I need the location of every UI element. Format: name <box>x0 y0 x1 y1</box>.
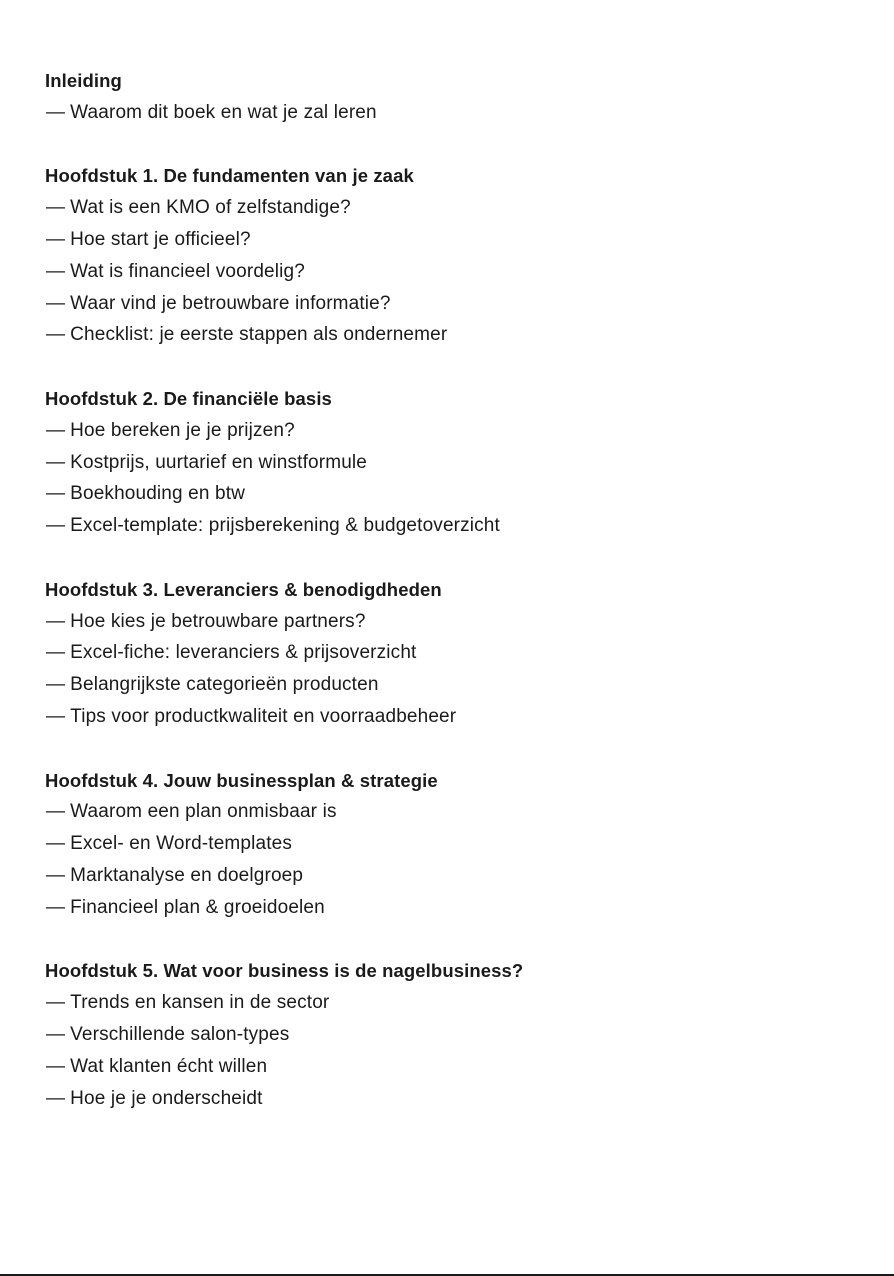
section-heading: Hoofdstuk 2. De financiële basis <box>45 387 332 409</box>
dash-bullet-icon: — <box>46 674 66 696</box>
list-item-text: Excel-template: prijsberekening & budgetoverzicht <box>70 515 500 537</box>
dash-bullet-icon: — <box>46 101 66 123</box>
dash-bullet-icon: — <box>46 896 66 918</box>
list-item-text: Waarom dit boek en wat je zal leren <box>70 101 377 123</box>
dash-bullet-icon: — <box>46 197 66 219</box>
list-item-text: Belangrijkste categorieën producten <box>70 674 379 696</box>
list-item <box>45 224 865 256</box>
dash-bullet-icon: — <box>46 801 66 823</box>
list-item <box>45 606 865 638</box>
dash-bullet-icon: — <box>46 515 66 537</box>
list-item-text: Boekhouding en btw <box>70 483 246 505</box>
list-item <box>45 1083 865 1115</box>
table-of-contents <box>45 65 865 1146</box>
list-item <box>45 860 865 892</box>
list-item <box>45 1051 865 1083</box>
list-item-text: Hoe start je officieel? <box>70 228 251 250</box>
list-item <box>45 447 865 479</box>
list-item <box>45 319 865 351</box>
list-item-text: Excel-fiche: leveranciers & prijsoverzicht <box>70 642 417 664</box>
dash-bullet-icon: — <box>46 1023 66 1045</box>
dash-bullet-icon: — <box>46 642 66 664</box>
list-item <box>45 415 865 447</box>
list-item-text: Wat is een KMO of zelfstandige? <box>70 197 351 219</box>
list-item-text: Wat is financieel voordelig? <box>70 260 305 282</box>
dash-bullet-icon: — <box>46 228 66 250</box>
toc-section-chapter-3 <box>45 574 865 733</box>
toc-section-introduction <box>45 65 865 129</box>
list-item <box>45 192 865 224</box>
dash-bullet-icon: — <box>46 1055 66 1077</box>
list-item-text: Hoe je je onderscheidt <box>70 1087 263 1109</box>
dash-bullet-icon: — <box>46 1087 66 1109</box>
list-item-text: Tips voor productkwaliteit en voorraadbeheer <box>70 705 457 727</box>
section-heading: Hoofdstuk 5. Wat voor business is de nagelbusiness? <box>45 960 524 982</box>
dash-bullet-icon: — <box>46 260 66 282</box>
list-item <box>45 97 865 129</box>
list-item <box>45 288 865 320</box>
list-item-text: Checklist: je eerste stappen als ondernemer <box>70 324 448 346</box>
list-item <box>45 510 865 542</box>
list-item <box>45 478 865 510</box>
dash-bullet-icon: — <box>46 833 66 855</box>
section-heading: Hoofdstuk 1. De fundamenten van je zaak <box>45 165 414 187</box>
list-item-text: Financieel plan & groeidoelen <box>70 896 325 918</box>
list-item-text: Verschillende salon-types <box>70 1023 290 1045</box>
dash-bullet-icon: — <box>46 419 66 441</box>
list-item <box>45 1019 865 1051</box>
toc-section-chapter-1 <box>45 160 865 351</box>
dash-bullet-icon: — <box>46 610 66 632</box>
list-item <box>45 828 865 860</box>
list-item-text: Waarom een plan onmisbaar is <box>70 801 337 823</box>
section-heading: Hoofdstuk 4. Jouw businessplan & strategie <box>45 769 438 791</box>
list-item <box>45 701 865 733</box>
dash-bullet-icon: — <box>46 451 66 473</box>
list-item-text: Wat klanten écht willen <box>70 1055 268 1077</box>
toc-section-chapter-5 <box>45 955 865 1114</box>
list-item <box>45 987 865 1019</box>
list-item-text: Trends en kansen in de sector <box>70 992 330 1014</box>
dash-bullet-icon: — <box>46 483 66 505</box>
dash-bullet-icon: — <box>46 992 66 1014</box>
list-item-text: Hoe bereken je je prijzen? <box>70 419 295 441</box>
list-item <box>45 256 865 288</box>
list-item <box>45 637 865 669</box>
section-heading: Inleiding <box>45 70 122 91</box>
list-item <box>45 796 865 828</box>
list-item <box>45 892 865 924</box>
dash-bullet-icon: — <box>46 705 66 727</box>
dash-bullet-icon: — <box>46 864 66 886</box>
list-item <box>45 669 865 701</box>
list-item-text: Waar vind je betrouwbare informatie? <box>70 292 391 314</box>
list-item-text: Excel- en Word-templates <box>70 833 292 855</box>
list-item-text: Hoe kies je betrouwbare partners? <box>70 610 366 632</box>
list-item-text: Kostprijs, uurtarief en winstformule <box>70 451 368 473</box>
dash-bullet-icon: — <box>46 292 66 314</box>
list-item-text: Marktanalyse en doelgroep <box>70 864 304 886</box>
dash-bullet-icon: — <box>46 324 66 346</box>
section-heading: Hoofdstuk 3. Leveranciers & benodigdheden <box>45 578 442 600</box>
toc-section-chapter-2 <box>45 383 865 542</box>
toc-section-chapter-4 <box>45 765 865 924</box>
